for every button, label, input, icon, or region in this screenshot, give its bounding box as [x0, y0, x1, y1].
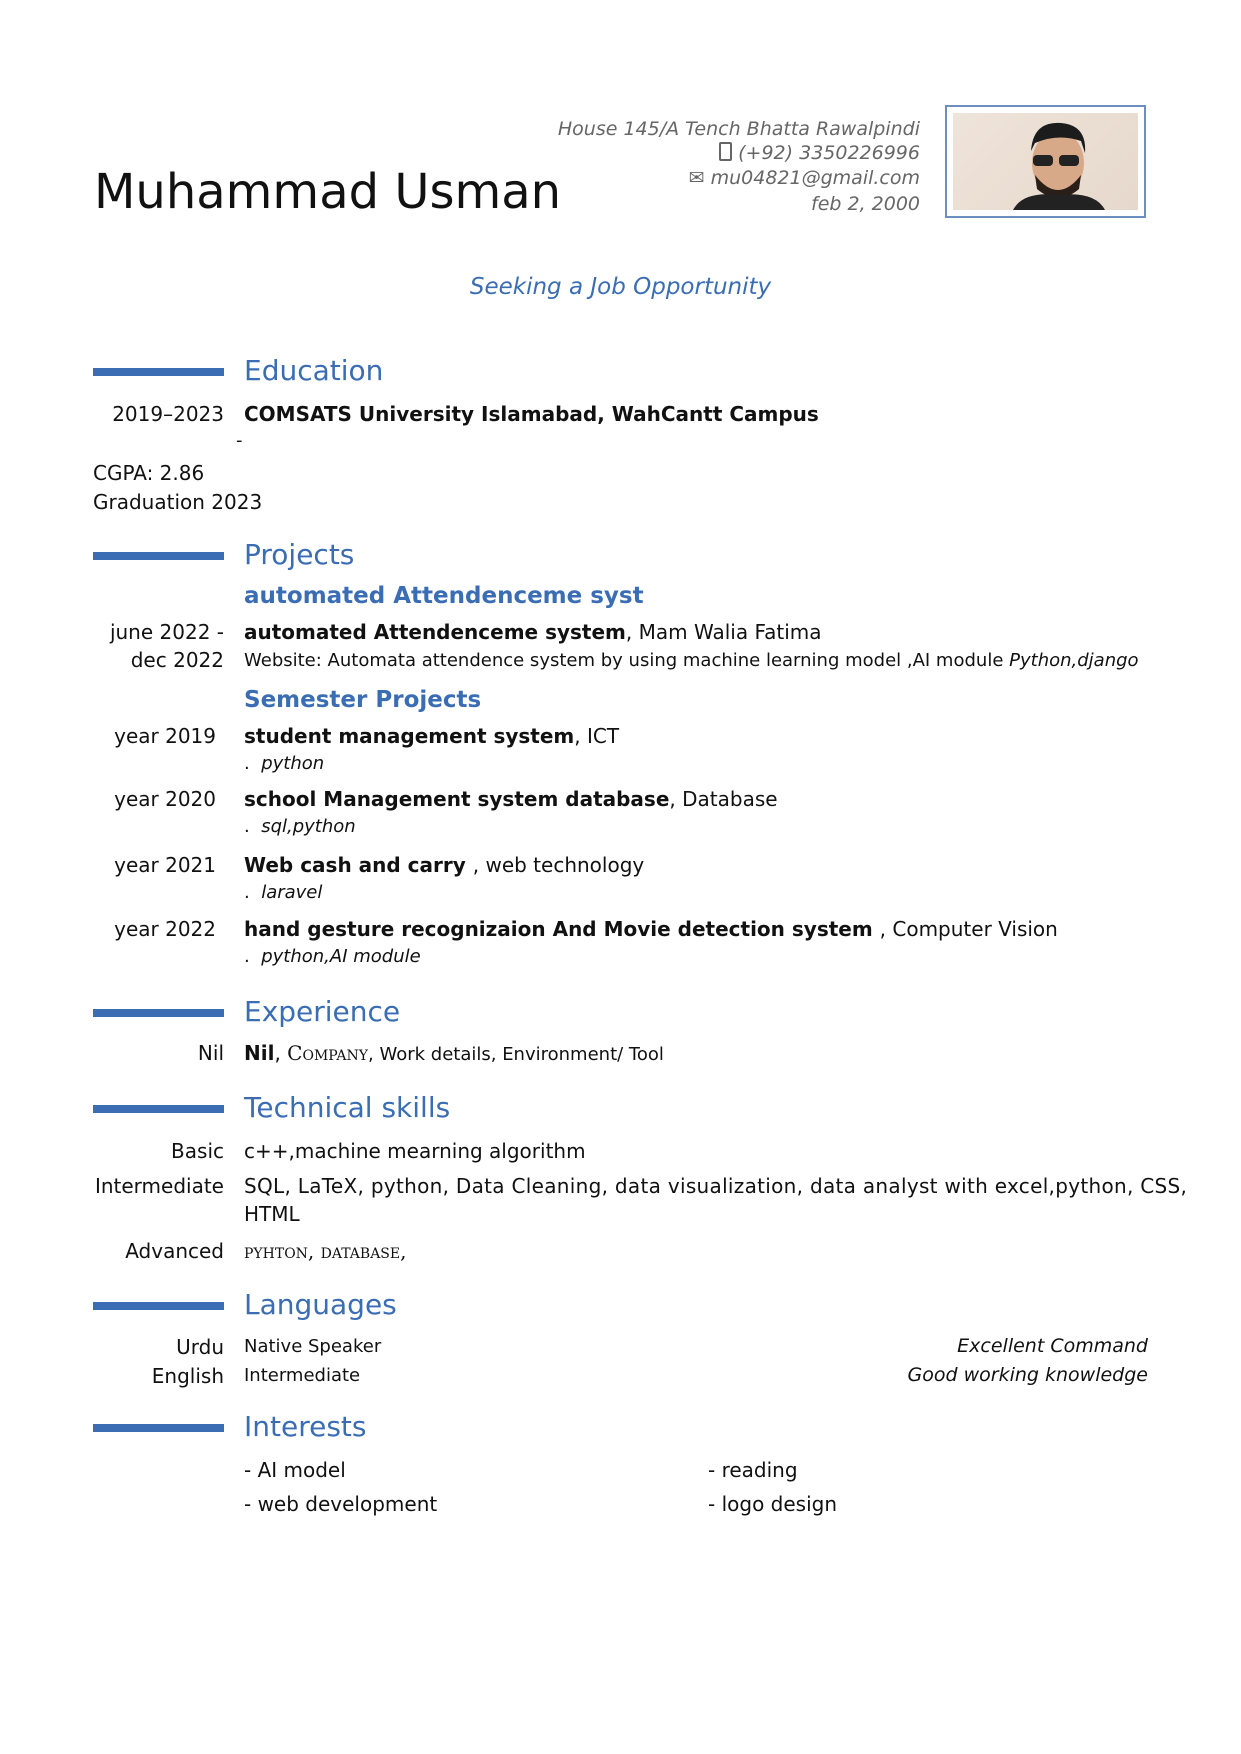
email[interactable] — [689, 167, 920, 189]
section-title-skills: Technical skills — [244, 1091, 451, 1124]
project-date-start: june 2022 - — [109, 620, 224, 644]
skill-items: SQL, LaTeX, python, Data Cleaning, data visualization, data analyst with excel,python, CSS, — [244, 1174, 1188, 1198]
semester-project-tech: laravel — [261, 882, 323, 903]
semester-project-title — [244, 724, 619, 748]
section-title-projects: Projects — [244, 538, 355, 571]
project-date-end: dec 2022 — [130, 648, 224, 672]
project-supervisor: , Mam Walia Fatima — [625, 620, 822, 644]
section-bar — [93, 1302, 224, 1310]
interest-item: - reading — [708, 1458, 798, 1482]
skill-items-continued: HTML — [244, 1202, 300, 1226]
section-title-languages: Languages — [244, 1288, 397, 1321]
interest-item: - AI model — [244, 1458, 346, 1482]
education-dash: - — [236, 430, 243, 451]
skill-level: Advanced — [125, 1239, 224, 1263]
semester-project-name: student management system — [244, 724, 575, 748]
project-tech: Python,django — [1009, 650, 1139, 671]
semester-project-tech: python — [261, 753, 325, 774]
profile-photo — [945, 105, 1146, 218]
mobile-phone-icon — [719, 142, 732, 161]
semester-project-tech-line — [244, 882, 322, 903]
experience-role: Nil — [244, 1041, 275, 1065]
project-name: automated Attendenceme system — [244, 620, 626, 644]
project-description — [244, 650, 1139, 671]
semester-project-tech: python,AI module — [261, 946, 421, 967]
candidate-name: Muhammad Usman — [94, 164, 562, 220]
experience-company: Company — [287, 1041, 369, 1065]
semester-project-title — [244, 853, 644, 877]
semester-project-tech-line — [244, 753, 324, 774]
semester-project-tech-line — [244, 946, 421, 967]
semester-project-tech-line — [244, 816, 356, 837]
education-date: 2019–2023 — [112, 402, 224, 426]
semester-project-course: , Database — [669, 787, 778, 811]
email-text[interactable]: mu04821@gmail.com — [710, 167, 920, 189]
education-cgpa: CGPA: 2.86 — [93, 461, 205, 485]
section-bar — [93, 552, 224, 560]
language-name: Urdu — [176, 1335, 224, 1359]
project-title-line — [244, 620, 822, 644]
semester-project-date: year 2019 — [114, 724, 216, 748]
section-title-interests: Interests — [244, 1410, 367, 1443]
envelope-icon: ✉ — [688, 167, 705, 189]
language-note: Good working knowledge — [907, 1364, 1148, 1386]
section-bar — [93, 1105, 224, 1113]
skill-level: Basic — [171, 1139, 224, 1163]
experience-details: , Work details, Environment/ Tool — [368, 1044, 664, 1065]
skill-items: c++,machine mearning algorithm — [244, 1139, 586, 1163]
experience-entry: Nil, Company, Work details, Environment/ Tool — [244, 1041, 664, 1065]
section-bar — [93, 1424, 224, 1432]
semester-project-course: , ICT — [574, 724, 620, 748]
semester-projects-heading: Semester Projects — [244, 687, 482, 713]
section-title-experience: Experience — [244, 995, 401, 1028]
skill-items: pyhton, database, — [244, 1239, 407, 1263]
semester-project-date: year 2020 — [114, 787, 216, 811]
phone-text: (+92) 3350226996 — [738, 142, 920, 164]
semester-project-tech: sql,python — [261, 816, 356, 837]
section-bar — [93, 1009, 224, 1017]
semester-project-course: , web technology — [472, 853, 645, 877]
project-subheading: automated Attendenceme syst — [244, 583, 644, 609]
language-note: Excellent Command — [957, 1335, 1148, 1357]
interest-item: - web development — [244, 1492, 438, 1516]
language-level: Intermediate — [244, 1365, 361, 1386]
date-of-birth: feb 2, 2000 — [811, 193, 920, 215]
semester-project-name: hand gesture recognizaion And Movie detection system — [244, 917, 880, 941]
project-desc-text: Website: Automata attendence system by using machine learning model ,AI module — [244, 650, 1010, 671]
bullet: . — [244, 946, 250, 967]
address: House 145/A Tench Bhatta Rawalpindi — [557, 118, 920, 140]
bullet: . — [244, 753, 250, 774]
language-name: English — [151, 1364, 224, 1388]
education-institution: COMSATS University Islamabad, WahCantt Campus — [244, 402, 819, 426]
section-title-education: Education — [244, 354, 384, 387]
section-bar — [93, 368, 224, 376]
semester-project-title — [244, 787, 778, 811]
person-photo-icon — [953, 113, 1138, 210]
semester-project-course: , Computer Vision — [879, 917, 1058, 941]
bullet: . — [244, 816, 250, 837]
bullet: . — [244, 882, 250, 903]
semester-project-date: year 2022 — [114, 917, 216, 941]
semester-project-name: school Management system database — [244, 787, 670, 811]
experience-date: Nil — [197, 1041, 224, 1065]
phone — [719, 142, 920, 164]
education-graduation: Graduation 2023 — [93, 490, 263, 514]
language-level: Native Speaker — [244, 1336, 382, 1357]
skill-level: Intermediate — [94, 1174, 224, 1198]
interest-item: - logo design — [708, 1492, 838, 1516]
semester-project-date: year 2021 — [114, 853, 216, 877]
semester-project-title — [244, 917, 1058, 941]
tagline: Seeking a Job Opportunity — [469, 274, 772, 300]
semester-project-name: Web cash and carry — [244, 853, 473, 877]
